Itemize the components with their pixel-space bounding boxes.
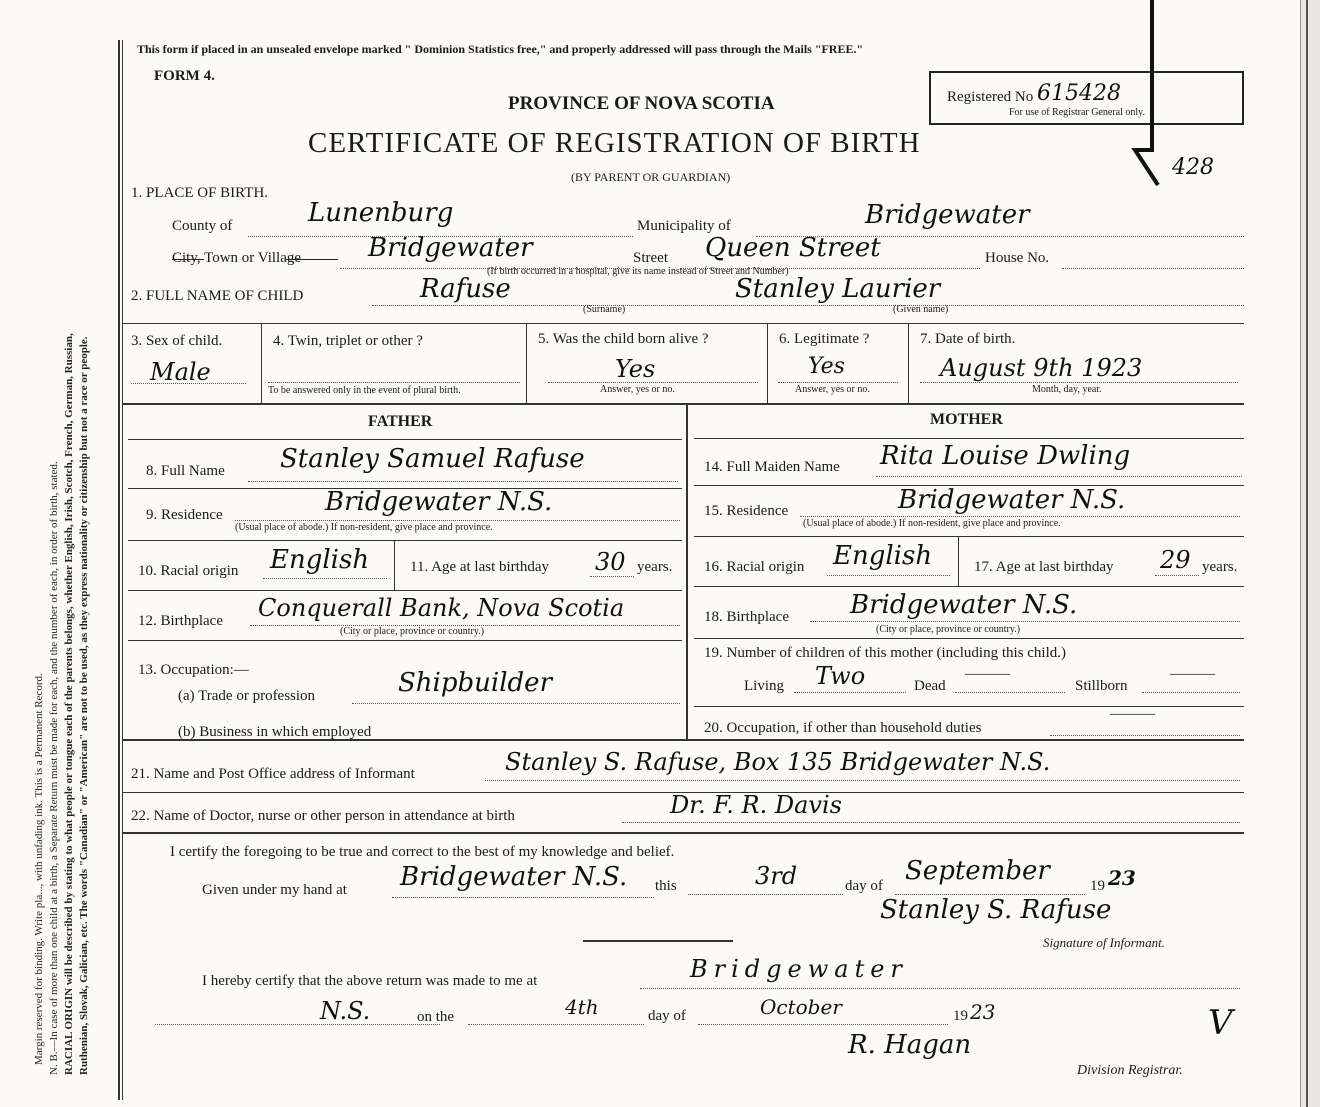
father-birthplace-value: Conquerall Bank, Nova Scotia	[258, 594, 625, 622]
county-value: Lunenburg	[308, 198, 454, 228]
mother-birthplace-label: 18. Birthplace	[704, 609, 789, 625]
legitimate-label: 6. Legitimate ?	[779, 331, 870, 347]
registrar-month-value: October	[760, 995, 842, 1019]
mother-residence-label: 15. Residence	[704, 503, 789, 519]
informant-signature: Stanley S. Rafuse	[880, 895, 1112, 925]
registrar-place: Bridgewater	[690, 955, 908, 983]
mother-name-label: 14. Full Maiden Name	[704, 459, 840, 475]
registrar-year-label: 19	[953, 1008, 968, 1024]
doctor-value: Dr. F. R. Davis	[670, 791, 842, 819]
dead-label: Dead	[914, 678, 946, 694]
cert-year-prefix: 19	[1090, 878, 1105, 894]
paper-edge	[1300, 0, 1320, 1107]
registered-number: 615428	[1037, 81, 1121, 106]
mother-age-label: 17. Age at last birthday	[974, 559, 1114, 575]
surname-note: (Surname)	[583, 304, 626, 315]
place-heading: 1. PLACE OF BIRTH.	[131, 185, 269, 201]
county-label: County of	[172, 218, 233, 234]
mother-birthplace-value: Bridgewater N.S.	[850, 590, 1078, 620]
informant-value: Stanley S. Rafuse, Box 135 Bridgewater N.S.	[505, 748, 1051, 776]
margin-instructions	[32, 5, 92, 1075]
given-place: Bridgewater N.S.	[400, 862, 628, 892]
legitimate-value: Yes	[808, 354, 845, 379]
twin-note: To be answered only in the event of plural birth.	[268, 385, 461, 396]
legitimate-note: Answer, yes or no.	[795, 384, 870, 395]
stillborn-label: Stillborn	[1075, 678, 1128, 694]
father-racial-value: English	[270, 545, 370, 575]
registrar-signature: R. Hagan	[848, 1030, 972, 1060]
cert-dayof-label: day of	[845, 878, 883, 894]
sex-label: 3. Sex of child.	[131, 333, 223, 349]
bracket-mark-icon	[1130, 0, 1170, 190]
dob-value: August 9th 1923	[940, 354, 1143, 382]
father-residence-note: (Usual place of abode.) If non-resident, give place and province.	[235, 522, 493, 533]
children-label: 19. Number of children of this mother (including this child.)	[704, 645, 1067, 661]
province-heading: PROVINCE OF NOVA SCOTIA	[508, 93, 775, 114]
living-value: Two	[815, 662, 866, 690]
given-note: (Given name)	[893, 304, 949, 315]
doctor-label: 22. Name of Doctor, nurse or other person in attendance at birth	[131, 808, 515, 824]
registered-label: Registered No	[947, 89, 1034, 105]
father-birthplace-label: 12. Birthplace	[138, 613, 223, 629]
mother-years: years.	[1202, 559, 1238, 575]
father-name-value: Stanley Samuel Rafuse	[280, 444, 585, 474]
father-birthplace-note: (City or place, province or country.)	[340, 626, 485, 637]
municipality-label: Municipality of	[637, 218, 731, 234]
certificate-subtitle: (BY PARENT OR GUARDIAN)	[571, 170, 731, 184]
dob-note: Month, day, year.	[1032, 384, 1102, 395]
certificate-title: CERTIFICATE OF REGISTRATION OF BIRTH	[308, 127, 921, 159]
street-label: Street	[633, 250, 668, 266]
alive-note: Answer, yes or no.	[600, 384, 675, 395]
mother-name-value: Rita Louise Dwling	[880, 441, 1131, 471]
margin-line-2: N. B.—In case of more than one child at a birth, a Separate Return must be made for each, and the number of each, in order of birth, stated.	[48, 461, 60, 1075]
father-age-label: 11. Age at last birthday	[410, 559, 549, 575]
municipality-value: Bridgewater	[865, 200, 1030, 230]
informant-label: 21. Name and Post Office address of Informant	[131, 766, 415, 782]
corner-mark: 428	[1172, 155, 1214, 180]
form-number: FORM 4.	[154, 68, 215, 84]
father-age-value: 30	[595, 548, 626, 576]
cert-day-value: 3rd	[755, 862, 798, 890]
mother-racial-label: 16. Racial origin	[704, 559, 805, 575]
mother-occupation-label: 20. Occupation, if other than household duties	[704, 720, 982, 736]
twin-label: 4. Twin, triplet or other ?	[273, 333, 423, 349]
mother-heading: MOTHER	[930, 411, 1003, 428]
city-label: City, Town or Village	[172, 250, 302, 266]
house-label: House No.	[985, 250, 1050, 266]
registrar-province: N.S.	[320, 997, 371, 1025]
father-years: years.	[637, 559, 673, 575]
child-surname-value: Rafuse	[420, 274, 511, 304]
registrar-check-mark: V	[1208, 1003, 1233, 1043]
mother-age-value: 29	[1160, 546, 1191, 574]
margin-line-1: Margin reserved for binding. Write pla..., with unfading ink. This is a Permanent Record.	[33, 673, 45, 1065]
mother-occupation-value: ———	[1110, 706, 1155, 722]
registrar-year-value: 23	[970, 1000, 996, 1024]
margin-line-4: Ruthenian, Slovak, Galician, etc. The words "Canadian" or "American" are not to be used, as they express nationality or citizenship but not a race or people.	[78, 336, 90, 1075]
child-given-value: Stanley Laurier	[735, 274, 941, 304]
street-value: Queen Street	[705, 233, 881, 263]
hospital-note: (If birth occurred in a hospital, give its name instead of Street and Number)	[487, 266, 789, 277]
cert-month-value: September	[905, 856, 1050, 886]
city-value: Bridgewater	[368, 233, 533, 263]
father-residence-value: Bridgewater N.S.	[325, 487, 553, 517]
signature-label: Signature of Informant.	[1043, 935, 1165, 950]
father-name-label: 8. Full Name	[146, 463, 225, 479]
cert-year-value: 23	[1108, 866, 1136, 890]
child-name-label: 2. FULL NAME OF CHILD	[131, 288, 304, 304]
mother-birthplace-note: (City or place, province or country.)	[876, 624, 1021, 635]
father-residence-label: 9. Residence	[146, 507, 223, 523]
postal-note: This form if placed in an unsealed envelope marked " Dominion Statistics free," and properly addressed will pass through the Mails "FREE."	[137, 42, 864, 56]
registrar-dayof-label: day of	[648, 1008, 686, 1024]
father-racial-label: 10. Racial origin	[138, 563, 239, 579]
registrar-on-label: on the	[417, 1009, 455, 1025]
registrar-note: For use of Registrar General only.	[1009, 107, 1145, 118]
margin-line-3: RACIAL ORIGIN will be described by stating to what people or tongue each of the parents belongs, whether English, Irish, Scotch, French, German, Russian,	[63, 333, 75, 1075]
stillborn-value: ———	[1170, 666, 1215, 682]
binding-line-inner	[122, 40, 123, 1100]
business-label: (b) Business in which employed	[178, 724, 372, 740]
alive-value: Yes	[615, 355, 656, 383]
dob-label: 7. Date of birth.	[920, 331, 1016, 347]
registrar-day-value: 4th	[565, 995, 599, 1019]
mother-residence-value: Bridgewater N.S.	[898, 485, 1126, 515]
mother-racial-value: English	[833, 541, 933, 571]
certify-statement: I certify the foregoing to be true and correct to the best of my knowledge and belief.	[170, 844, 675, 860]
living-label: Living	[744, 678, 784, 694]
given-label: Given under my hand at	[202, 882, 347, 898]
alive-label: 5. Was the child born alive ?	[538, 331, 709, 347]
registrar-statement: I hereby certify that the above return was made to me at	[202, 973, 538, 989]
registration-box	[929, 71, 1244, 125]
father-occupation-label: 13. Occupation:—	[138, 662, 249, 678]
trade-value: Shipbuilder	[398, 668, 552, 698]
paper-edge-line	[1306, 0, 1308, 1107]
sex-value: Male	[150, 358, 211, 386]
this-label: this	[655, 878, 677, 894]
trade-label: (a) Trade or profession	[178, 688, 316, 704]
binding-line	[118, 40, 120, 1100]
division-registrar-label: Division Registrar.	[1077, 1063, 1183, 1078]
dead-value: ———	[965, 666, 1010, 682]
father-heading: FATHER	[368, 413, 433, 430]
mother-residence-note: (Usual place of abode.) If non-resident, give place and province.	[803, 518, 1061, 529]
